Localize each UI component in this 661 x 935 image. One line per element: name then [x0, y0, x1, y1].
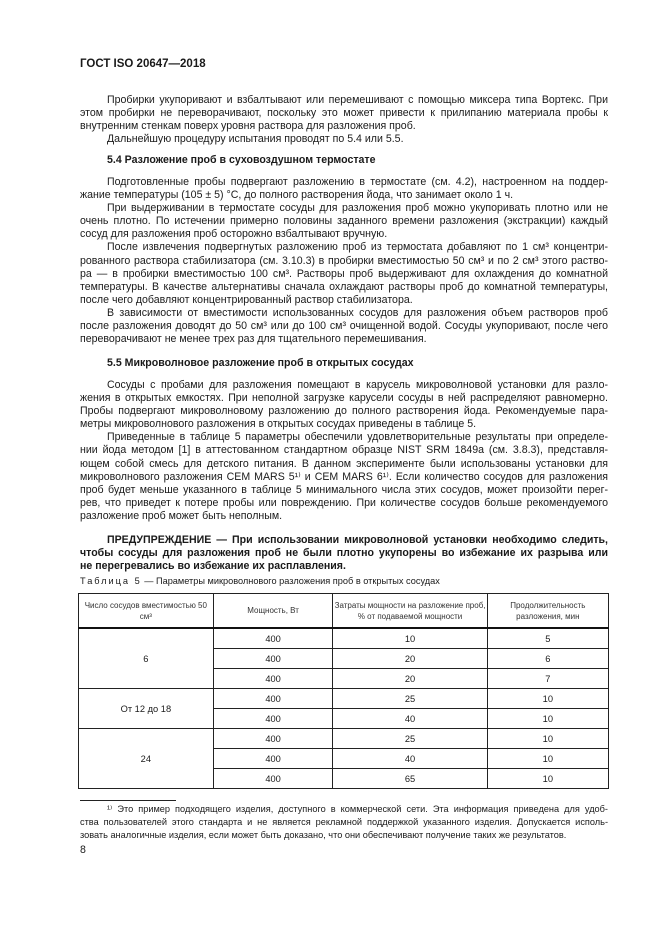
paragraph-line: После извлечения подвергнутых разложению проб из термостата добавляют по 1 см³ концентри- — [107, 241, 608, 254]
footnote-separator — [80, 800, 176, 801]
table-cell: 10 — [487, 709, 608, 729]
paragraph-line: после чего добавляют концентрированный раствор стабилизатора. — [80, 293, 413, 306]
paragraph-line: ПРЕДУПРЕЖДЕНИЕ — При использовании микроволновой установки необходимо следить, — [107, 534, 608, 546]
section-heading — [80, 357, 608, 370]
footnote-line: ства пользователей этого стандарта и не является рекламной поддержкой указанного изделия. Допускается исполь- — [80, 817, 608, 827]
text-block — [80, 176, 608, 346]
section-heading-text: 5.4 Разложение проб в суховоздушном термостате — [107, 154, 376, 166]
section-heading-text: 5.5 Микроволновое разложение проб в открытых сосудах — [107, 357, 414, 369]
paragraph-line: проб будет меньше указанного в таблице 5 минимального числа этих сосудов, может произойти перег- — [80, 483, 608, 496]
paragraph-line: температуры. В качестве альтернативы сначала охлаждают растворы проб до комнатной температуры, — [80, 280, 608, 293]
section-heading — [80, 154, 608, 167]
page-number: 8 — [80, 844, 86, 856]
table-cell: 10 — [487, 749, 608, 769]
table-cell: 400 — [213, 749, 333, 769]
table-cell: 7 — [487, 669, 608, 689]
paragraph-line: Пробирки укупоривают и взбалтывают или перемешивают с помощью миксера типа Вортекс. При — [107, 94, 608, 106]
table-header-cell: Продолжительность разложения, мин — [487, 594, 608, 629]
paragraph-line: не перегревались во избежание их расплавления. — [80, 560, 346, 573]
table-row — [79, 729, 609, 749]
table-cell: 400 — [213, 689, 333, 709]
table-header-cell: Число сосудов вместимостью 50 см³ — [79, 594, 214, 629]
document-header: ГОСТ ISO 20647—2018 — [80, 58, 206, 70]
vessel-count-cell: 24 — [79, 729, 214, 789]
table-cell: 25 — [333, 689, 487, 709]
paragraph-line: сосуд для разложения проб осторожно взбалтывают вручную. — [80, 228, 388, 241]
table-cell: 65 — [333, 769, 487, 789]
vessel-count-cell: От 12 до 18 — [79, 689, 214, 729]
footnote-line: зовать аналогичные изделия, если может быть доказано, что они обеспечивают получение таких же результатов. — [80, 830, 567, 840]
paragraph-line: чтобы сосуды для разложения проб не были плотно укупорены во избежание их разрыва или — [80, 547, 608, 560]
paragraph-line: Сосуды с пробами для разложения помещают в карусель микроволновой установки для разло- — [107, 379, 608, 391]
parameters-table — [78, 593, 609, 789]
paragraph-line: рев, что приведет к потере пробы или повреждению. При количестве сосудов больше рекомендуемого — [80, 496, 608, 509]
paragraph-line: переворачивают не менее трех раз для тщательного перемешивания. — [80, 333, 427, 346]
paragraph-line: разложение проб может быть неполным. — [80, 509, 283, 522]
paragraph-line: Дальнейшую процедуру испытания проводят по 5.4 или 5.5. — [107, 133, 404, 146]
paragraph-line: внутренним стенкам поверх уровня раствора для разложения проб. — [80, 120, 416, 133]
paragraph-line: жание температуры (105 ± 5) °С, до полного растворения йода, что занимает около 1 ч. — [80, 189, 514, 202]
paragraph-line: ющем собой смесь для детского питания. В данном эксперименте были использованы установки для — [80, 457, 608, 470]
text-block — [80, 379, 608, 523]
vessel-count-cell: 6 — [79, 628, 214, 689]
table-cell: 20 — [333, 669, 487, 689]
table-cell: 40 — [333, 709, 487, 729]
footnote-line: ¹⁾ Это пример подходящего изделия, доступного в коммерческой сети. Эта информация приведена для удоб- — [107, 804, 608, 814]
paragraph-line: Подготовленные пробы подвергают разложению в термостате (см. 4.2), настроенном на поддер- — [107, 176, 608, 188]
table-cell: 10 — [487, 769, 608, 789]
table-cell: 400 — [213, 769, 333, 789]
paragraph-line: Пробы подвергают микроволновому разложению до полного растворения йода. Рекомендуемые пара- — [80, 405, 608, 418]
table-cell: 25 — [333, 729, 487, 749]
footnote — [80, 803, 608, 842]
table-cell: 10 — [487, 729, 608, 749]
table-cell: 20 — [333, 649, 487, 669]
table-caption-text: — Параметры микроволнового разложения проб в открытых сосудах — [141, 576, 440, 586]
table-cell: 400 — [213, 709, 333, 729]
table-row — [79, 628, 609, 649]
paragraph-line: ра — в пробирки вместимостью 100 см³. Растворы проб выдерживают для охлаждения до комнатной — [80, 267, 608, 280]
paragraph-line: нии йода методом [1] в аттестованном стандартном образце NIST SRM 1849а (см. 3.8.3), представля- — [80, 444, 608, 457]
paragraph-line: жения в открытых емкостях. При неполной загрузке карусели сосуды в ней распределяют равномерно. — [80, 392, 608, 405]
table-cell: 40 — [333, 749, 487, 769]
paragraph-line: микроволнового разложения CEM MARS 5¹⁾ и CEM MARS 6¹⁾. Если количество сосудов для разложения — [80, 470, 608, 483]
text-block — [80, 534, 608, 573]
table-cell: 5 — [487, 628, 608, 649]
paragraph-line: очень плотно. По истечении примерно половины заданного времени разложения (экстракции) каждый — [80, 215, 608, 228]
table-cell: 400 — [213, 729, 333, 749]
paragraph-line: В зависимости от вместимости использованных сосудов для разложения объем растворов проб — [107, 306, 608, 319]
table-caption-label: Таблица 5 — [80, 576, 142, 586]
paragraph-line: этом пробирки не переворачивают, поскольку это может привести к прилипанию материала пробы к — [80, 107, 608, 120]
paragraph-line: Приведенные в таблице 5 параметры обеспечили удовлетворительные результаты при определе- — [107, 431, 608, 444]
paragraph-line: При выдерживании в термостате сосуды для разложения проб можно укупоривать плотно или не — [107, 202, 608, 215]
table-cell: 400 — [213, 628, 333, 649]
table-cell: 6 — [487, 649, 608, 669]
table-header-cell: Мощность, Вт — [213, 594, 333, 629]
paragraph-line: метры микроволнового разложения в открытых сосудах приведены в таблице 5. — [80, 418, 477, 431]
table-caption — [80, 576, 440, 586]
table-row — [79, 689, 609, 709]
table-cell: 10 — [333, 628, 487, 649]
paragraph-line: после разложения доводят до 50 см³ или до 100 см³ очищенной водой. Сосуды укупоривают, после чего — [80, 320, 608, 333]
paragraph-line: рованного раствора стабилизатора (см. 3.10.3) в пробирки вместимостью 50 см³ и по 2 см³ этого раство- — [80, 254, 608, 267]
table-cell: 400 — [213, 669, 333, 689]
text-block — [80, 94, 608, 146]
table-cell: 400 — [213, 649, 333, 669]
table-cell: 10 — [487, 689, 608, 709]
table-header-cell: Затраты мощности на разложение проб, % от подаваемой мощности — [333, 594, 487, 629]
